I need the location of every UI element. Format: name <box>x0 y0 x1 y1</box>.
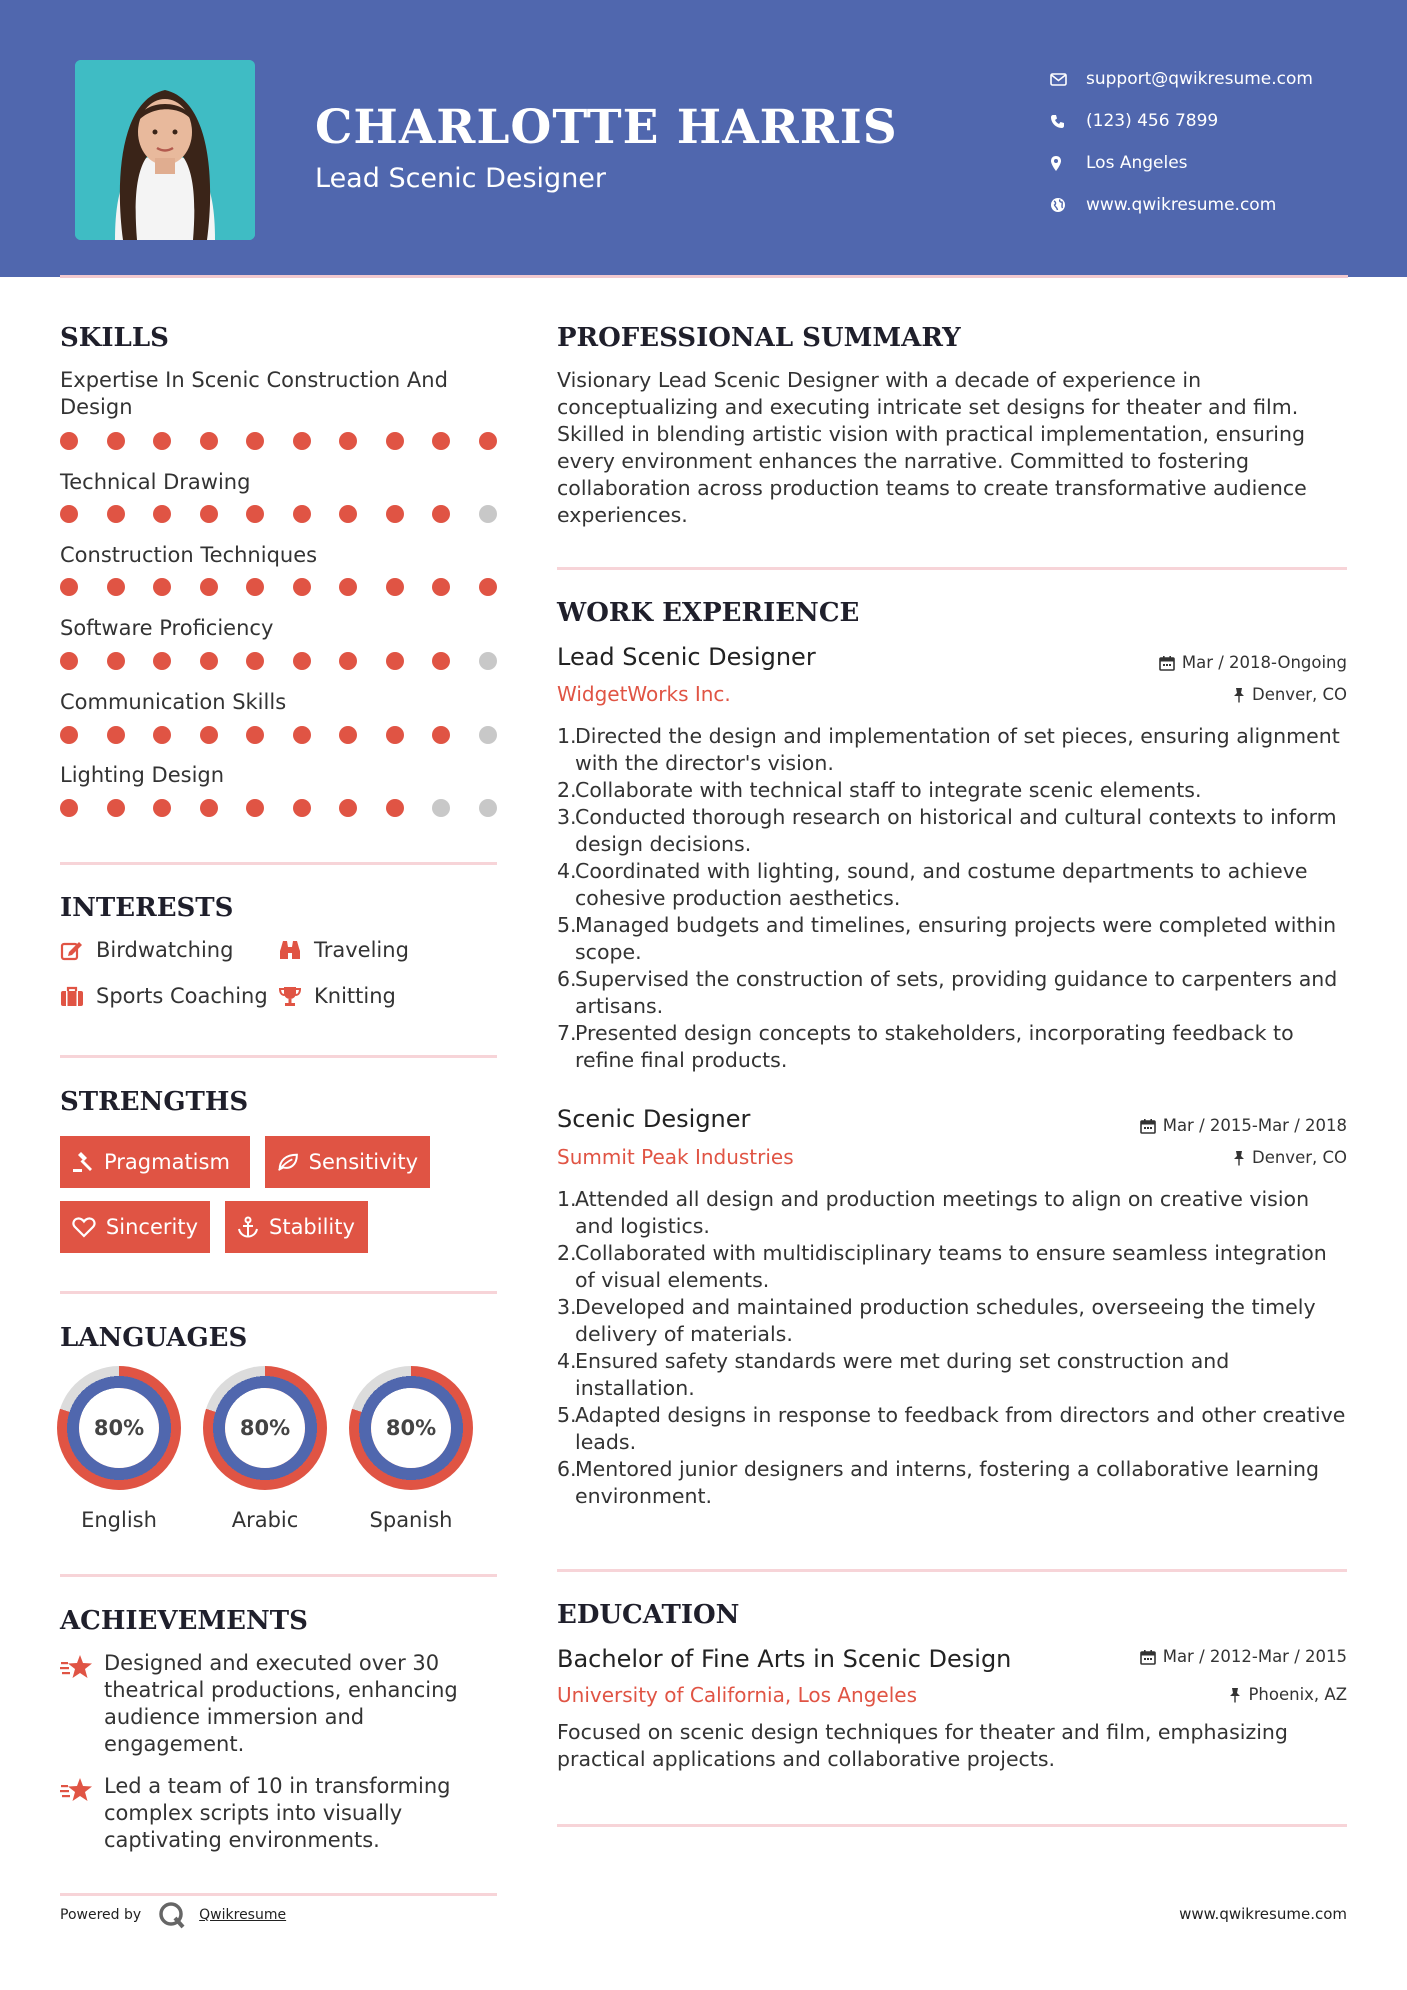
envelope-icon <box>1050 73 1086 86</box>
trophy-icon <box>278 985 302 1007</box>
gavel-icon <box>72 1151 94 1173</box>
calendar-icon <box>1140 1118 1156 1134</box>
degree-title: Bachelor of Fine Arts in Scenic Design <box>557 1645 1012 1673</box>
rating-dot-filled <box>60 578 78 596</box>
pushpin-icon <box>1233 687 1245 703</box>
job-duties <box>557 723 1347 1074</box>
duty-text: Mentored junior designers and interns, fostering a collaborative learning environment. <box>575 1457 1320 1508</box>
phone-icon <box>1050 114 1086 129</box>
rating-dot-filled <box>432 726 450 744</box>
rating-dot-filled <box>153 505 171 523</box>
rating-dot-filled <box>339 578 357 596</box>
contact-phone[interactable] <box>1050 100 1380 142</box>
pushpin-icon <box>1233 1150 1245 1166</box>
rating-dot-filled <box>246 799 264 817</box>
duty-number: 1. <box>557 1187 577 1211</box>
duty-number: 3. <box>557 1295 577 1319</box>
rating-dot-filled <box>200 652 218 670</box>
education-heading: EDUCATION <box>557 1600 740 1630</box>
duty-number: 1. <box>557 724 577 748</box>
candidate-title: Lead Scenic Designer <box>315 163 607 194</box>
skill-item <box>60 689 500 716</box>
rating-dot-filled <box>200 799 218 817</box>
duty-item <box>557 1402 1347 1456</box>
strength-label: Stability <box>269 1215 355 1239</box>
school-name: University of California, Los Angeles <box>557 1683 918 1707</box>
interest-item <box>60 984 268 1008</box>
rating-dot-filled <box>107 799 125 817</box>
rating-dot-filled <box>153 432 171 450</box>
language-name: Arabic <box>231 1508 299 1532</box>
achievements-heading: ACHIEVEMENTS <box>60 1606 308 1636</box>
strength-label: Sensitivity <box>308 1150 418 1174</box>
contact-location <box>1050 142 1380 184</box>
rating-dot-filled <box>246 652 264 670</box>
duty-text: Collaborated with multidisciplinary teams to ensure seamless integration of visual elements. <box>575 1241 1327 1292</box>
star-icon <box>60 1777 94 1803</box>
rating-dot-filled <box>432 432 450 450</box>
achievement-text: Led a team of 10 in transforming complex scripts into visually captivating environments. <box>104 1774 451 1852</box>
language-item <box>349 1366 473 1532</box>
rating-dot-filled <box>339 432 357 450</box>
duty-number: 4. <box>557 1349 577 1373</box>
job-dates-text: Mar / 2018-Ongoing <box>1181 653 1347 672</box>
rating-dot-filled <box>432 652 450 670</box>
rating-dot-filled <box>246 505 264 523</box>
section-divider <box>60 1893 497 1896</box>
rating-dot-filled <box>153 726 171 744</box>
qwikresume-link[interactable]: Qwikresume <box>199 1907 287 1923</box>
skill-rating <box>60 505 525 523</box>
contact-location-text: Los Angeles <box>1086 153 1188 173</box>
section-divider <box>557 1824 1347 1827</box>
skill-name: Software Proficiency <box>60 616 274 640</box>
heart-icon <box>72 1216 96 1238</box>
rating-dot-filled <box>246 578 264 596</box>
anchor-icon <box>237 1216 259 1238</box>
skill-name: Technical Drawing <box>60 470 251 494</box>
languages-heading: LANGUAGES <box>60 1323 248 1353</box>
rating-dot-filled <box>200 432 218 450</box>
rating-dot-filled <box>339 726 357 744</box>
strength-tag <box>265 1136 430 1188</box>
rating-dot-filled <box>479 432 497 450</box>
calendar-icon <box>1159 655 1175 671</box>
interest-item <box>278 984 396 1008</box>
strength-label: Pragmatism <box>104 1150 230 1174</box>
skill-name: Expertise In Scenic Construction And Design <box>60 368 448 419</box>
rating-dot-filled <box>60 799 78 817</box>
education-dates <box>1140 1647 1347 1666</box>
company-name: WidgetWorks Inc. <box>557 682 731 706</box>
rating-dot-filled <box>246 726 264 744</box>
rating-dot-filled <box>293 505 311 523</box>
qwikresume-logo-icon <box>157 1900 187 1930</box>
rating-dot-filled <box>293 432 311 450</box>
rating-dot-filled <box>200 505 218 523</box>
language-ring <box>203 1366 327 1490</box>
duty-text: Managed budgets and timelines, ensuring projects were completed within scope. <box>575 913 1337 964</box>
strengths-heading: STRENGTHS <box>60 1087 249 1117</box>
section-divider <box>557 567 1347 570</box>
rating-dot-filled <box>432 578 450 596</box>
duty-number: 5. <box>557 1403 577 1427</box>
briefcase-icon <box>60 985 84 1007</box>
skill-rating <box>60 652 525 670</box>
globe-icon <box>1050 197 1086 213</box>
rating-dot-empty <box>432 799 450 817</box>
interest-label: Sports Coaching <box>96 984 268 1008</box>
skill-item <box>60 469 500 496</box>
job-duties <box>557 1186 1347 1510</box>
skill-rating <box>60 799 525 817</box>
rating-dot-filled <box>293 726 311 744</box>
strength-tag <box>60 1201 210 1253</box>
rating-dot-filled <box>386 578 404 596</box>
skill-name: Communication Skills <box>60 690 287 714</box>
leaf-icon <box>277 1152 299 1172</box>
pushpin-icon <box>1229 1687 1241 1703</box>
interest-item <box>60 938 233 962</box>
duty-item <box>557 1456 1347 1510</box>
duty-text: Coordinated with lighting, sound, and costume departments to achieve cohesive production aesthetics. <box>575 859 1308 910</box>
contact-email[interactable] <box>1050 58 1380 100</box>
rating-dot-filled <box>339 652 357 670</box>
skill-item <box>60 542 500 569</box>
language-name: English <box>81 1508 157 1532</box>
powered-by-text: Powered by <box>60 1907 142 1923</box>
section-divider <box>60 1291 497 1294</box>
header-divider <box>60 275 1348 278</box>
skill-name: Construction Techniques <box>60 543 318 567</box>
language-percent: 80% <box>225 1388 305 1468</box>
binoculars-icon <box>278 939 302 961</box>
contact-website[interactable] <box>1050 184 1380 226</box>
duty-text: Collaborate with technical staff to integrate scenic elements. <box>575 778 1202 802</box>
achievement-item <box>60 1650 500 1758</box>
duty-item <box>557 1186 1347 1240</box>
duty-number: 2. <box>557 778 577 802</box>
skill-item <box>60 762 500 789</box>
rating-dot-filled <box>339 799 357 817</box>
summary-heading: PROFESSIONAL SUMMARY <box>557 323 961 353</box>
strength-tag <box>225 1201 368 1253</box>
skill-rating <box>60 578 525 596</box>
job-location <box>1233 685 1347 704</box>
rating-dot-filled <box>246 432 264 450</box>
duty-number: 6. <box>557 1457 577 1481</box>
duty-text: Adapted designs in response to feedback from directors and other creative leads. <box>575 1403 1346 1454</box>
edit-icon <box>60 939 84 961</box>
duty-text: Attended all design and production meetings to align on creative vision and logistics. <box>575 1187 1310 1238</box>
rating-dot-filled <box>153 799 171 817</box>
achievement-item <box>60 1773 500 1854</box>
achievement-text: Designed and executed over 30 theatrical productions, enhancing audience immersion and engagement. <box>104 1651 458 1756</box>
map-pin-icon <box>1050 155 1086 172</box>
interest-item <box>278 938 409 962</box>
language-ring <box>349 1366 473 1490</box>
duty-number: 4. <box>557 859 577 883</box>
rating-dot-filled <box>386 505 404 523</box>
section-divider <box>557 1569 1347 1572</box>
duty-item <box>557 1348 1347 1402</box>
rating-dot-filled <box>107 578 125 596</box>
skills-heading: SKILLS <box>60 323 169 353</box>
job-title: Scenic Designer <box>557 1105 751 1133</box>
rating-dot-filled <box>386 652 404 670</box>
education-description: Focused on scenic design techniques for theater and film, emphasizing practical applications and collaborative projects. <box>557 1720 1288 1771</box>
rating-dot-filled <box>386 726 404 744</box>
rating-dot-filled <box>60 432 78 450</box>
duty-number: 5. <box>557 913 577 937</box>
rating-dot-filled <box>107 432 125 450</box>
rating-dot-filled <box>60 652 78 670</box>
strength-label: Sincerity <box>105 1215 198 1239</box>
duty-item <box>557 723 1347 777</box>
duty-text: Presented design concepts to stakeholders, incorporating feedback to refine final products. <box>575 1021 1294 1072</box>
language-item <box>57 1366 181 1532</box>
profile-photo <box>75 60 255 240</box>
job-location-text: Denver, CO <box>1251 1148 1347 1167</box>
job-dates <box>1140 1116 1347 1135</box>
language-ring <box>57 1366 181 1490</box>
rating-dot-filled <box>293 799 311 817</box>
rating-dot-filled <box>479 578 497 596</box>
section-divider <box>60 1574 497 1577</box>
strength-tag <box>60 1136 250 1188</box>
rating-dot-empty <box>479 799 497 817</box>
duty-item <box>557 1240 1347 1294</box>
duty-item <box>557 1020 1347 1074</box>
education-location <box>1229 1685 1347 1704</box>
rating-dot-filled <box>107 726 125 744</box>
skill-rating <box>60 726 525 744</box>
duty-item <box>557 804 1347 858</box>
rating-dot-filled <box>200 578 218 596</box>
job-location-text: Denver, CO <box>1251 685 1347 704</box>
rating-dot-empty <box>479 505 497 523</box>
language-percent: 80% <box>79 1388 159 1468</box>
duty-item <box>557 858 1347 912</box>
duty-number: 2. <box>557 1241 577 1265</box>
calendar-icon <box>1140 1649 1156 1665</box>
rating-dot-empty <box>479 726 497 744</box>
rating-dot-filled <box>153 578 171 596</box>
duty-text: Supervised the construction of sets, providing guidance to carpenters and artisans. <box>575 967 1338 1018</box>
rating-dot-filled <box>386 432 404 450</box>
resume-header <box>0 0 1407 277</box>
contact-list <box>1050 58 1380 226</box>
contact-email-text: support@qwikresume.com <box>1086 69 1313 89</box>
language-item <box>203 1366 327 1532</box>
rating-dot-filled <box>432 505 450 523</box>
candidate-name: CHARLOTTE HARRIS <box>315 100 898 155</box>
duty-number: 6. <box>557 967 577 991</box>
language-name: Spanish <box>369 1508 453 1532</box>
job-location <box>1233 1148 1347 1167</box>
duty-text: Directed the design and implementation of set pieces, ensuring alignment with the director's vision. <box>575 724 1340 775</box>
star-icon <box>60 1654 94 1680</box>
rating-dot-filled <box>107 652 125 670</box>
duty-text: Conducted thorough research on historical and cultural contexts to inform design decisions. <box>575 805 1337 856</box>
rating-dot-filled <box>153 652 171 670</box>
footer-url[interactable]: www.qwikresume.com <box>1179 1905 1347 1923</box>
skill-item <box>60 367 500 421</box>
section-divider <box>60 862 497 865</box>
contact-phone-text: (123) 456 7899 <box>1086 111 1219 131</box>
section-divider <box>60 1055 497 1058</box>
rating-dot-filled <box>339 505 357 523</box>
skill-item <box>60 615 500 642</box>
job-dates <box>1159 653 1347 672</box>
job-title: Lead Scenic Designer <box>557 643 816 671</box>
interest-label: Traveling <box>314 938 409 962</box>
interest-label: Birdwatching <box>96 938 234 962</box>
duty-item <box>557 966 1347 1020</box>
rating-dot-filled <box>386 799 404 817</box>
interests-heading: INTERESTS <box>60 893 234 923</box>
rating-dot-empty <box>479 652 497 670</box>
summary-text: Visionary Lead Scenic Designer with a decade of experience in conceptualizing and executing intricate set designs for theater and film. Skilled in blending artistic vision with practical implementation, ensuring every environment enhances the narrative. Committed to fostering collaboration across production teams to create transformative audience experiences. <box>557 368 1307 527</box>
rating-dot-filled <box>293 578 311 596</box>
rating-dot-filled <box>60 726 78 744</box>
education-dates-text: Mar / 2012-Mar / 2015 <box>1162 1647 1347 1666</box>
interest-label: Knitting <box>314 984 396 1008</box>
rating-dot-filled <box>107 505 125 523</box>
duty-item <box>557 912 1347 966</box>
language-percent: 80% <box>371 1388 451 1468</box>
duty-item <box>557 777 1347 804</box>
rating-dot-filled <box>60 505 78 523</box>
duty-number: 7. <box>557 1021 577 1045</box>
duty-text: Ensured safety standards were met during set construction and installation. <box>575 1349 1230 1400</box>
skill-name: Lighting Design <box>60 763 225 787</box>
footer-branding <box>60 1900 286 1930</box>
duty-number: 3. <box>557 805 577 829</box>
rating-dot-filled <box>200 726 218 744</box>
duty-text: Developed and maintained production schedules, overseeing the timely delivery of materials. <box>575 1295 1316 1346</box>
work-heading: WORK EXPERIENCE <box>557 598 860 628</box>
education-location-text: Phoenix, AZ <box>1248 1685 1347 1704</box>
rating-dot-filled <box>293 652 311 670</box>
duty-item <box>557 1294 1347 1348</box>
skill-rating <box>60 432 525 450</box>
contact-website-text: www.qwikresume.com <box>1086 195 1277 215</box>
job-dates-text: Mar / 2015-Mar / 2018 <box>1162 1116 1347 1135</box>
company-name: Summit Peak Industries <box>557 1145 794 1169</box>
